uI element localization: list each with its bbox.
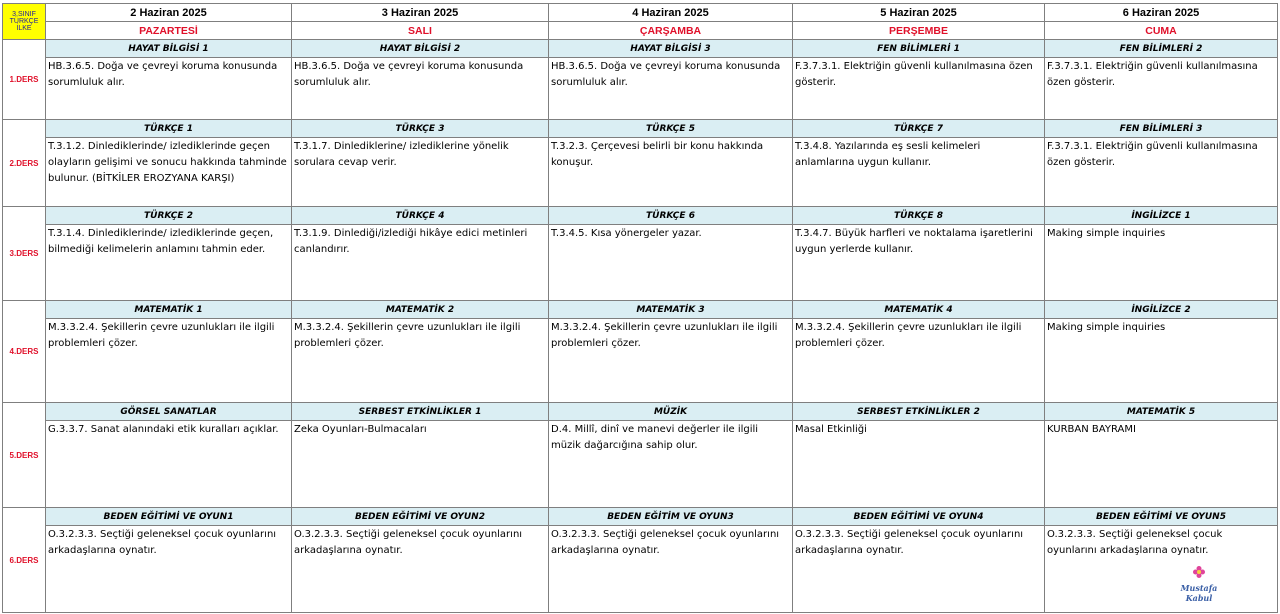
subject-cell: İNGİLİZCE 1 <box>1045 207 1278 225</box>
subject-cell: İNGİLİZCE 2 <box>1045 301 1278 319</box>
subject-cell: BEDEN EĞİTİM VE OYUN3 <box>549 508 793 526</box>
date-cell: 4 Haziran 2025 <box>549 4 793 22</box>
objective-cell: M.3.3.2.4. Şekillerin çevre uzunlukları ile ilgili problemleri çözer. <box>46 319 292 403</box>
subject-cell: FEN BİLİMLERİ 1 <box>793 40 1045 58</box>
period-label: 6.DERS <box>3 508 46 613</box>
subject-cell: TÜRKÇE 4 <box>292 207 549 225</box>
subject-row <box>3 40 1278 58</box>
description-row <box>3 225 1278 301</box>
objective-cell: T.3.1.7. Dinlediklerine/ izlediklerine yönelik sorulara cevap verir. <box>292 138 549 207</box>
subject-row <box>3 301 1278 319</box>
subject-cell: BEDEN EĞİTİMİ VE OYUN2 <box>292 508 549 526</box>
class-label-cell <box>3 4 46 40</box>
objective-cell: G.3.3.7. Sanat alanındaki etik kuralları açıklar. <box>46 421 292 508</box>
header-date-row <box>3 4 1278 22</box>
author-logo <box>1166 564 1232 603</box>
objective-cell: Making simple inquiries <box>1045 319 1278 403</box>
objective-cell: Masal Etkinliği <box>793 421 1045 508</box>
class-label-line: 3.SINIF <box>12 11 36 18</box>
subject-cell: SERBEST ETKİNLİKLER 2 <box>793 403 1045 421</box>
flower-icon <box>1192 565 1206 579</box>
objective-cell: F.3.7.3.1. Elektriğin güvenli kullanılmasına özen gösterir. <box>793 58 1045 120</box>
objective-cell: T.3.2.3. Çerçevesi belirli bir konu hakkında konuşur. <box>549 138 793 207</box>
objective-cell: Zeka Oyunları-Bulmacaları <box>292 421 549 508</box>
subject-cell: MATEMATİK 1 <box>46 301 292 319</box>
table-body <box>3 4 1278 613</box>
subject-cell: HAYAT BİLGİSİ 3 <box>549 40 793 58</box>
subject-cell: FEN BİLİMLERİ 2 <box>1045 40 1278 58</box>
description-row <box>3 421 1278 508</box>
objective-cell: T.3.1.4. Dinlediklerinde/ izlediklerinde geçen, bilmediği kelimelerin anlamını tahmin eder. <box>46 225 292 301</box>
day-name-cell: PAZARTESİ <box>46 22 292 40</box>
subject-cell: FEN BİLİMLERİ 3 <box>1045 120 1278 138</box>
subject-cell: HAYAT BİLGİSİ 2 <box>292 40 549 58</box>
objective-cell: M.3.3.2.4. Şekillerin çevre uzunlukları ile ilgili problemleri çözer. <box>292 319 549 403</box>
subject-cell: SERBEST ETKİNLİKLER 1 <box>292 403 549 421</box>
objective-cell: KURBAN BAYRAMI <box>1045 421 1278 508</box>
date-cell: 3 Haziran 2025 <box>292 4 549 22</box>
objective-cell: D.4. Millî, dinî ve manevi değerler ile ilgili müzik dağarcığına sahip olur. <box>549 421 793 508</box>
objective-cell: Making simple inquiries <box>1045 225 1278 301</box>
objective-cell: T.3.1.9. Dinlediği/izlediği hikâye edici metinleri canlandırır. <box>292 225 549 301</box>
subject-cell: GÖRSEL SANATLAR <box>46 403 292 421</box>
header-day-row <box>3 22 1278 40</box>
period-label: 4.DERS <box>3 301 46 403</box>
subject-cell: MATEMATİK 4 <box>793 301 1045 319</box>
description-row <box>3 526 1278 613</box>
description-row <box>3 319 1278 403</box>
objective-cell: HB.3.6.5. Doğa ve çevreyi koruma konusunda sorumluluk alır. <box>549 58 793 120</box>
subject-cell: TÜRKÇE 7 <box>793 120 1045 138</box>
subject-cell: TÜRKÇE 6 <box>549 207 793 225</box>
weekly-lesson-plan-table <box>2 3 1278 613</box>
day-name-cell: CUMA <box>1045 22 1278 40</box>
class-label-line: İLKE <box>16 25 32 32</box>
period-label: 2.DERS <box>3 120 46 207</box>
subject-cell: BEDEN EĞİTİMİ VE OYUN4 <box>793 508 1045 526</box>
subject-cell: MATEMATİK 5 <box>1045 403 1278 421</box>
period-label: 1.DERS <box>3 40 46 120</box>
subject-cell: BEDEN EĞİTİMİ VE OYUN1 <box>46 508 292 526</box>
objective-cell: T.3.1.2. Dinlediklerinde/ izlediklerinde geçen olayların gelişimi ve sonucu hakkında tahminde bulunur. (BİTKİLER EROZYANA KARŞI) <box>46 138 292 207</box>
objective-cell: T.3.4.8. Yazılarında eş sesli kelimeleri anlamlarına uygun kullanır. <box>793 138 1045 207</box>
subject-cell: BEDEN EĞİTİMİ VE OYUN5 <box>1045 508 1278 526</box>
subject-cell: MATEMATİK 2 <box>292 301 549 319</box>
subject-cell: TÜRKÇE 3 <box>292 120 549 138</box>
period-label: 5.DERS <box>3 403 46 508</box>
objective-cell: O.3.2.3.3. Seçtiği geleneksel çocuk oyunlarını arkadaşlarına oynatır. <box>46 526 292 613</box>
subject-row <box>3 508 1278 526</box>
objective-cell: F.3.7.3.1. Elektriğin güvenli kullanılmasına özen gösterir. <box>1045 58 1278 120</box>
objective-cell: O.3.2.3.3. Seçtiği geleneksel çocuk oyunlarını arkadaşlarına oynatır. <box>1045 526 1278 613</box>
description-row <box>3 138 1278 207</box>
day-name-cell: ÇARŞAMBA <box>549 22 793 40</box>
subject-cell: HAYAT BİLGİSİ 1 <box>46 40 292 58</box>
day-name-cell: SALI <box>292 22 549 40</box>
day-name-cell: PERŞEMBE <box>793 22 1045 40</box>
objective-cell: O.3.2.3.3. Seçtiği geleneksel çocuk oyunlarını arkadaşlarına oynatır. <box>549 526 793 613</box>
date-cell: 2 Haziran 2025 <box>46 4 292 22</box>
objective-cell: T.3.4.5. Kısa yönergeler yazar. <box>549 225 793 301</box>
objective-cell: HB.3.6.5. Doğa ve çevreyi koruma konusunda sorumluluk alır. <box>46 58 292 120</box>
objective-cell: O.3.2.3.3. Seçtiği geleneksel çocuk oyunlarını arkadaşlarına oynatır. <box>292 526 549 613</box>
subject-row <box>3 403 1278 421</box>
author-name: Mustafa Kabul <box>1180 583 1218 603</box>
class-label-line: TÜRKÇE <box>9 18 39 25</box>
subject-cell: TÜRKÇE 5 <box>549 120 793 138</box>
subject-row <box>3 120 1278 138</box>
objective-cell: O.3.2.3.3. Seçtiği geleneksel çocuk oyunlarını arkadaşlarına oynatır. <box>793 526 1045 613</box>
subject-cell: TÜRKÇE 2 <box>46 207 292 225</box>
date-cell: 6 Haziran 2025 <box>1045 4 1278 22</box>
subject-cell: MÜZİK <box>549 403 793 421</box>
subject-cell: TÜRKÇE 1 <box>46 120 292 138</box>
subject-row <box>3 207 1278 225</box>
objective-cell: T.3.4.7. Büyük harfleri ve noktalama işaretlerini uygun yerlerde kullanır. <box>793 225 1045 301</box>
subject-cell: MATEMATİK 3 <box>549 301 793 319</box>
date-cell: 5 Haziran 2025 <box>793 4 1045 22</box>
objective-cell: F.3.7.3.1. Elektriğin güvenli kullanılmasına özen gösterir. <box>1045 138 1278 207</box>
objective-cell: HB.3.6.5. Doğa ve çevreyi koruma konusunda sorumluluk alır. <box>292 58 549 120</box>
period-label: 3.DERS <box>3 207 46 301</box>
objective-cell: M.3.3.2.4. Şekillerin çevre uzunlukları ile ilgili problemleri çözer. <box>793 319 1045 403</box>
subject-cell: TÜRKÇE 8 <box>793 207 1045 225</box>
description-row <box>3 58 1278 120</box>
objective-cell: M.3.3.2.4. Şekillerin çevre uzunlukları ile ilgili problemleri çözer. <box>549 319 793 403</box>
